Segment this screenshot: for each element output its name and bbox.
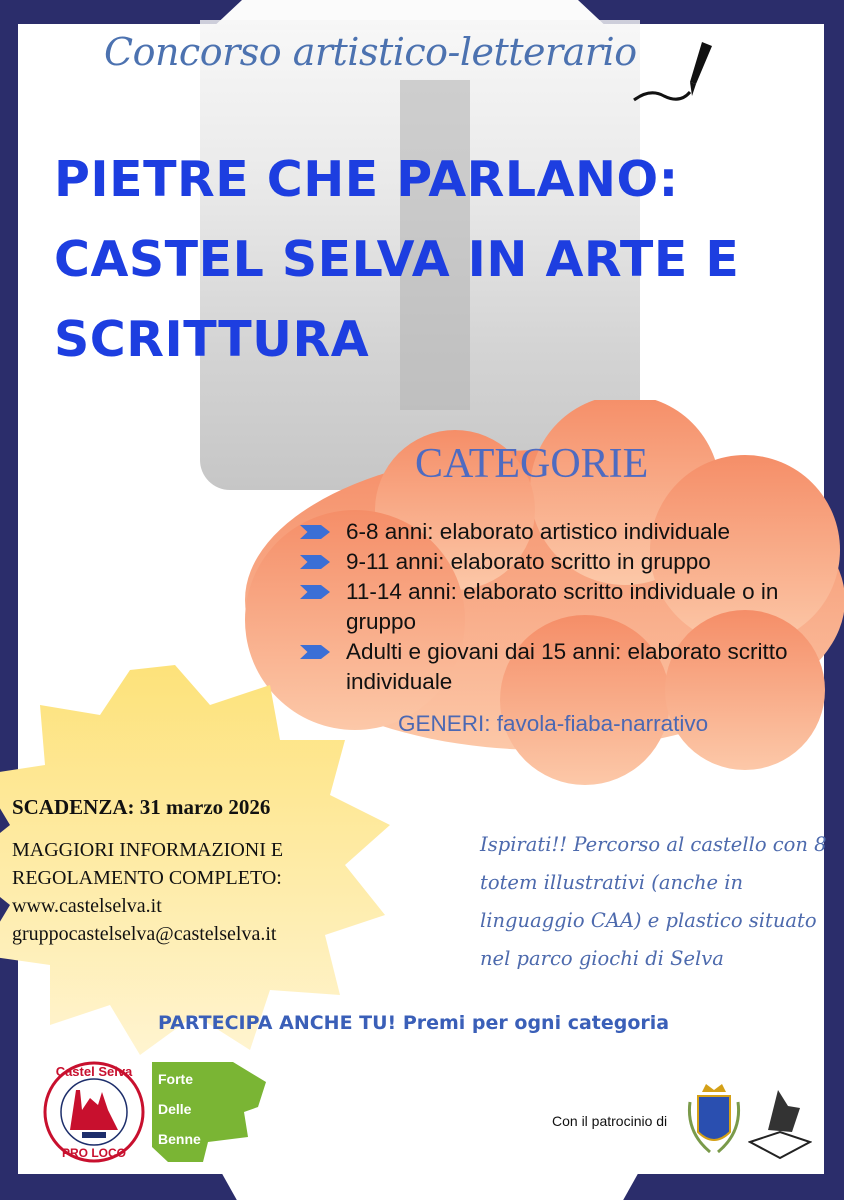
category-item	[300, 517, 830, 547]
forte-delle-benne-logo	[148, 1062, 266, 1162]
arrow-bullet-icon	[300, 645, 330, 659]
svg-text:PRO LOCO: PRO LOCO	[61, 1146, 127, 1160]
categories-heading: CATEGORIE	[415, 441, 649, 487]
svg-text:Forte: Forte	[158, 1071, 193, 1087]
category-text: 9-11 anni: elaborato scritto in gruppo	[346, 549, 711, 574]
info-block	[12, 836, 283, 948]
category-text: 11-14 anni: elaborato scritto individuale o in gruppo	[346, 579, 779, 634]
info-line: MAGGIORI INFORMAZIONI E	[12, 839, 284, 861]
pro-loco-logo	[42, 1060, 146, 1164]
arrow-bullet-icon	[300, 585, 330, 599]
website-link[interactable]: www.castelselva.it	[12, 895, 162, 917]
contest-subtitle: Concorso artistico-letterario	[104, 30, 637, 74]
category-text: 6-8 anni: elaborato artistico individuale	[346, 519, 730, 544]
category-item	[300, 547, 830, 577]
category-text: Adulti e giovani dai 15 anni: elaborato scritto individuale	[346, 639, 788, 694]
arrow-bullet-icon	[300, 555, 330, 569]
arrow-bullet-icon	[300, 525, 330, 539]
info-line: REGOLAMENTO COMPLETO:	[12, 867, 282, 889]
book-illustration-icon	[748, 1086, 812, 1160]
genres-text: GENERI: favola-fiaba-narrativo	[398, 711, 709, 736]
contest-title: PIETRE CHE PARLANO: CASTEL SELVA IN ARTE E SCRITTURA	[54, 151, 740, 368]
inspire-text: Ispirati!! Percorso al castello con 8 totem illustrativi (anche in linguaggio CAA) e plastico situato nel parco giochi di Selva	[480, 833, 827, 970]
category-item	[300, 577, 830, 637]
svg-text:Delle: Delle	[158, 1101, 192, 1117]
svg-text:Benne: Benne	[158, 1131, 201, 1147]
municipal-coat-of-arms-icon	[684, 1082, 744, 1162]
call-to-action: PARTECIPA ANCHE TU! Premi per ogni categoria	[158, 1012, 670, 1034]
email-link[interactable]: gruppocastelselva@castelselva.it	[12, 923, 277, 945]
frame-tab-bottom	[220, 1170, 640, 1200]
svg-text:Castel Selva: Castel Selva	[55, 1064, 133, 1079]
deadline: SCADENZA: 31 marzo 2026	[12, 795, 271, 819]
patronage-label: Con il patrocinio di	[552, 1113, 668, 1129]
fountain-pen-icon	[630, 40, 720, 110]
